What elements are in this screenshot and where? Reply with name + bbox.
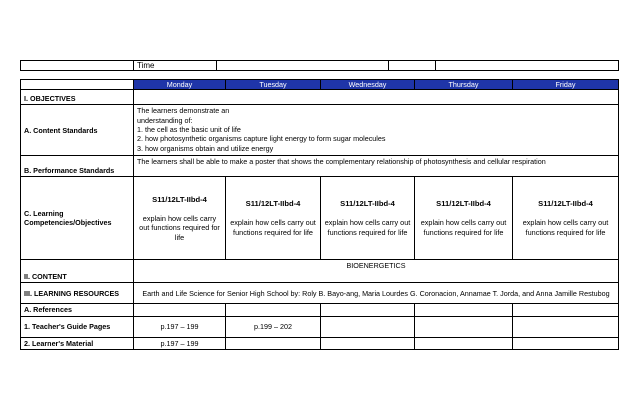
references-row (21, 304, 619, 316)
time-label: Time (134, 61, 217, 71)
content-label: II. CONTENT (21, 260, 134, 283)
learners-material-row (21, 337, 619, 349)
time-cell (389, 61, 436, 71)
day-header-monday: Monday (134, 80, 226, 90)
references-cell (226, 304, 321, 316)
learners-material-cell (321, 337, 415, 349)
content-row (21, 260, 619, 283)
time-cell (217, 61, 389, 71)
references-label: A. References (21, 304, 134, 316)
references-cell (321, 304, 415, 316)
references-cell (134, 304, 226, 316)
competency-code: S11/12LT-IIbd-4 (245, 199, 301, 209)
day-header-blank (21, 80, 134, 90)
objectives-cell (134, 90, 619, 105)
competency-code: S11/12LT-IIbd-4 (152, 194, 207, 204)
teachers-guide-label: 1. Teacher's Guide Pages (21, 316, 134, 337)
time-row (21, 61, 619, 71)
performance-standards-label: B. Performance Standards (21, 156, 134, 177)
competencies-label: C. Learning Competencies/Objectives (21, 177, 134, 260)
competency-text: explain how cells carry out functions required for life (522, 218, 609, 237)
teachers-guide-cell (415, 316, 513, 337)
performance-standards-row (21, 156, 619, 177)
learning-resources-label: III. LEARNING RESOURCES (21, 283, 134, 304)
competency-cell-thursday (415, 177, 513, 260)
teachers-guide-cell (321, 316, 415, 337)
learners-material-cell (415, 337, 513, 349)
time-blank-cell (21, 61, 134, 71)
competency-text: explain how cells carry out functions required for life (139, 213, 220, 242)
time-table (20, 60, 619, 71)
references-cell (415, 304, 513, 316)
competency-text: explain how cells carry out functions required for life (420, 218, 507, 237)
learning-resources-cell: Earth and Life Science for Senior High School by: Roly B. Bayo-ang, Maria Lourdes G. Coronacion, Annamae T. Jorda, and Anna Jamille Restubog (134, 283, 619, 304)
learners-material-monday: p.197 – 199 (134, 337, 226, 349)
content-standards-label: A. Content Standards (21, 105, 134, 156)
content-standards-line: The learners demonstrate an (137, 106, 230, 116)
competencies-row (21, 177, 619, 260)
competency-code: S11/12LT-IIbd-4 (436, 199, 491, 209)
references-cell (513, 304, 619, 316)
competency-cell-monday (134, 177, 226, 260)
competency-cell-friday (513, 177, 619, 260)
performance-standards-cell: The learners shall be able to make a poster that shows the complementary relationship of photosynthesis and cellular respiration (134, 156, 619, 177)
day-header-friday: Friday (513, 80, 619, 90)
content-standards-row (21, 105, 619, 156)
content-standards-cell (134, 105, 619, 156)
learning-resources-row (21, 283, 619, 304)
learners-material-cell (226, 337, 321, 349)
day-header-thursday: Thursday (415, 80, 513, 90)
content-standards-line: understanding of: (137, 115, 193, 125)
learners-material-cell (513, 337, 619, 349)
content-standards-line: 3. how organisms obtain and utilize energy (137, 143, 274, 153)
lesson-plan-table (20, 79, 619, 350)
objectives-label: I. OBJECTIVES (21, 90, 134, 105)
teachers-guide-tuesday: p.199 – 202 (226, 316, 321, 337)
day-header-tuesday: Tuesday (226, 80, 321, 90)
time-cell (436, 61, 619, 71)
teachers-guide-monday: p.197 – 199 (134, 316, 226, 337)
competency-cell-tuesday (226, 177, 321, 260)
competency-cell-wednesday (321, 177, 415, 260)
day-header-row (21, 80, 619, 90)
teachers-guide-cell (513, 316, 619, 337)
competency-text: explain how cells carry out functions required for life (324, 218, 411, 237)
competency-text: explain how cells carry out functions required for life (230, 218, 316, 237)
content-standards-line: 1. the cell as the basic unit of life (137, 125, 241, 135)
teachers-guide-row (21, 316, 619, 337)
objectives-row (21, 90, 619, 105)
competency-code: S11/12LT-IIbd-4 (340, 199, 395, 209)
content-cell: BIOENERGETICS (134, 260, 619, 283)
learners-material-label: 2. Learner's Material (21, 337, 134, 349)
day-header-wednesday: Wednesday (321, 80, 415, 90)
competency-code: S11/12LT-IIbd-4 (538, 199, 593, 209)
content-standards-line: 2. how photosynthetic organisms capture light energy to form sugar molecules (137, 134, 386, 144)
